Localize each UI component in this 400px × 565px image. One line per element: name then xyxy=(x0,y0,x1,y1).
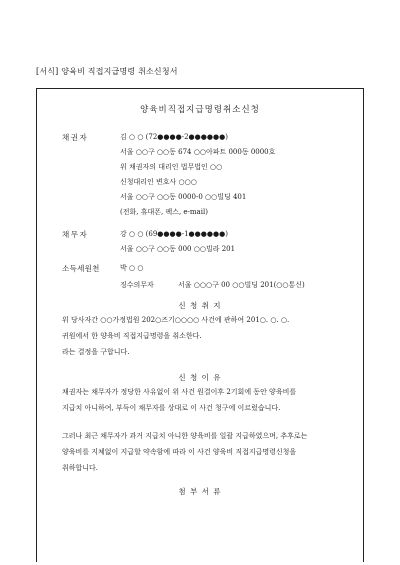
purpose-line: 라는 결정을 구합니다. xyxy=(62,348,130,356)
creditor-address: 서울 ○○구 ○○동 674 ○○아파트 000동 0000호 xyxy=(120,148,276,156)
third-party-sub-value: 서울 ○○○구 00 ○○빌딩 201(○○통신) xyxy=(178,281,305,289)
creditor-role-label: 채권자 xyxy=(62,133,89,142)
debtor-name: 강 ○ ○ (69●●●●-1●●●●●●) xyxy=(120,230,228,238)
reason-line: 취하합니다. xyxy=(62,464,99,472)
third-party-sub-row xyxy=(120,280,305,290)
reason-paragraph-1 xyxy=(62,384,350,416)
form-label: [서식] 양육비 직접지급명령 취소신청서 xyxy=(36,67,178,76)
third-party-sub-label: 징수의무자 xyxy=(120,281,154,289)
creditor-agent-firm: 위 채권자의 대리인 법무법인 ○○ xyxy=(120,163,223,171)
purpose-line: 귀원에서 한 양육비 직접지급명령을 취소한다. xyxy=(62,332,202,340)
purpose-heading: 신 청 취 지 xyxy=(178,301,222,310)
creditor-contact: (전화, 휴대폰, 팩스, e-mail) xyxy=(120,208,208,216)
third-party-role-label: 소득세원천 xyxy=(62,264,100,273)
purpose-line: 위 당사자간 ○○가정법원 202○즈기○○○○ 사건에 관하여 201○. ○. ○. xyxy=(62,316,290,324)
reason-line: 채권자는 채무자가 정당한 사유없이 위 사건 원결이후 2기회에 동안 양육비를 xyxy=(62,388,297,396)
attachments-heading: 첨 부 서 류 xyxy=(178,487,222,496)
creditor-agent-lawyer: 신청대리인 변호사 ○○○ xyxy=(120,178,197,186)
creditor-name: 김 ○ ○ (72●●●●-2●●●●●●) xyxy=(120,133,228,141)
debtor-address: 서울 ○○구 ○○동 000 ○○빌라 201 xyxy=(120,245,236,253)
reason-heading: 신 청 이 유 xyxy=(178,373,222,382)
document-title: 양육비직접지급명령취소신청 xyxy=(140,105,260,115)
third-party-name: 박 ○ ○ xyxy=(120,264,144,272)
reason-line: 지급치 아니하여, 부득이 채무자를 상대로 이 사건 청구에 이르렀습니다. xyxy=(62,404,281,412)
creditor-agent-address: 서울 ○○구 ○○동 0000-0 ○○빌딩 401 xyxy=(120,193,247,201)
reason-line: 그러나 최근 채무자가 과거 지급치 아니한 양육비를 일괄 지급하였으며, 추후로는 xyxy=(62,432,308,440)
purpose-paragraph xyxy=(62,312,350,360)
reason-paragraph-2 xyxy=(62,428,350,476)
debtor-role-label: 채무자 xyxy=(62,230,89,239)
reason-line: 양육비를 지체없이 지급할 약속함에 따라 이 사건 양육비 직접지급명령신청을 xyxy=(62,448,297,456)
